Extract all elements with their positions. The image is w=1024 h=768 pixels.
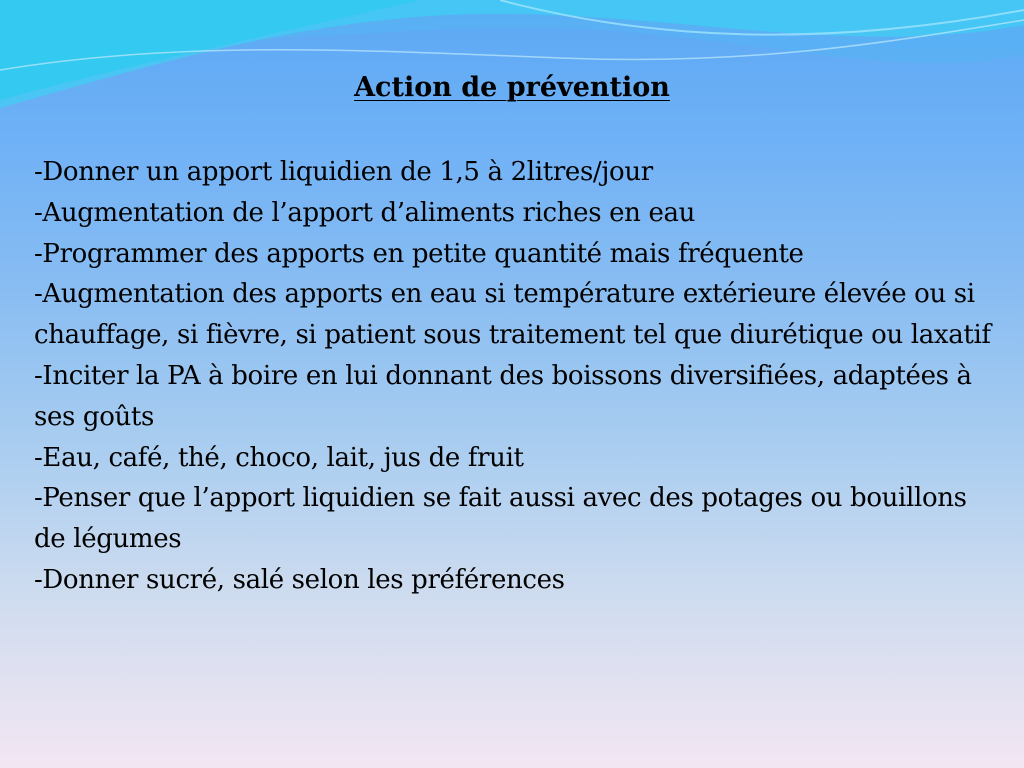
content-line: -Penser que l’apport liquidien se fait aussi avec des potages ou bouillons de légumes [34,483,967,555]
content-line: -Donner un apport liquidien de 1,5 à 2litres/jour [34,157,653,187]
content-line: -Augmentation de l’apport d’aliments riches en eau [34,197,696,228]
content-line: -Inciter la PA à boire en lui donnant des boissons diversifiées, adaptées à ses goûts [34,360,972,432]
content-line: -Eau, café, thé, choco, lait, jus de fruit [34,442,524,473]
header-wave-decoration [0,0,1024,130]
content-line: -Donner sucré, salé selon les préférences [34,564,565,595]
slide-content [34,152,994,601]
slide-title: Action de prévention [354,72,670,103]
content-line: -Programmer des apports en petite quantité mais fréquente [34,238,804,269]
content-line: -Augmentation des apports en eau si température extérieure élevée ou si chauffage, si fièvre, si patient sous traitement tel que diurétique ou laxatif [34,279,991,351]
